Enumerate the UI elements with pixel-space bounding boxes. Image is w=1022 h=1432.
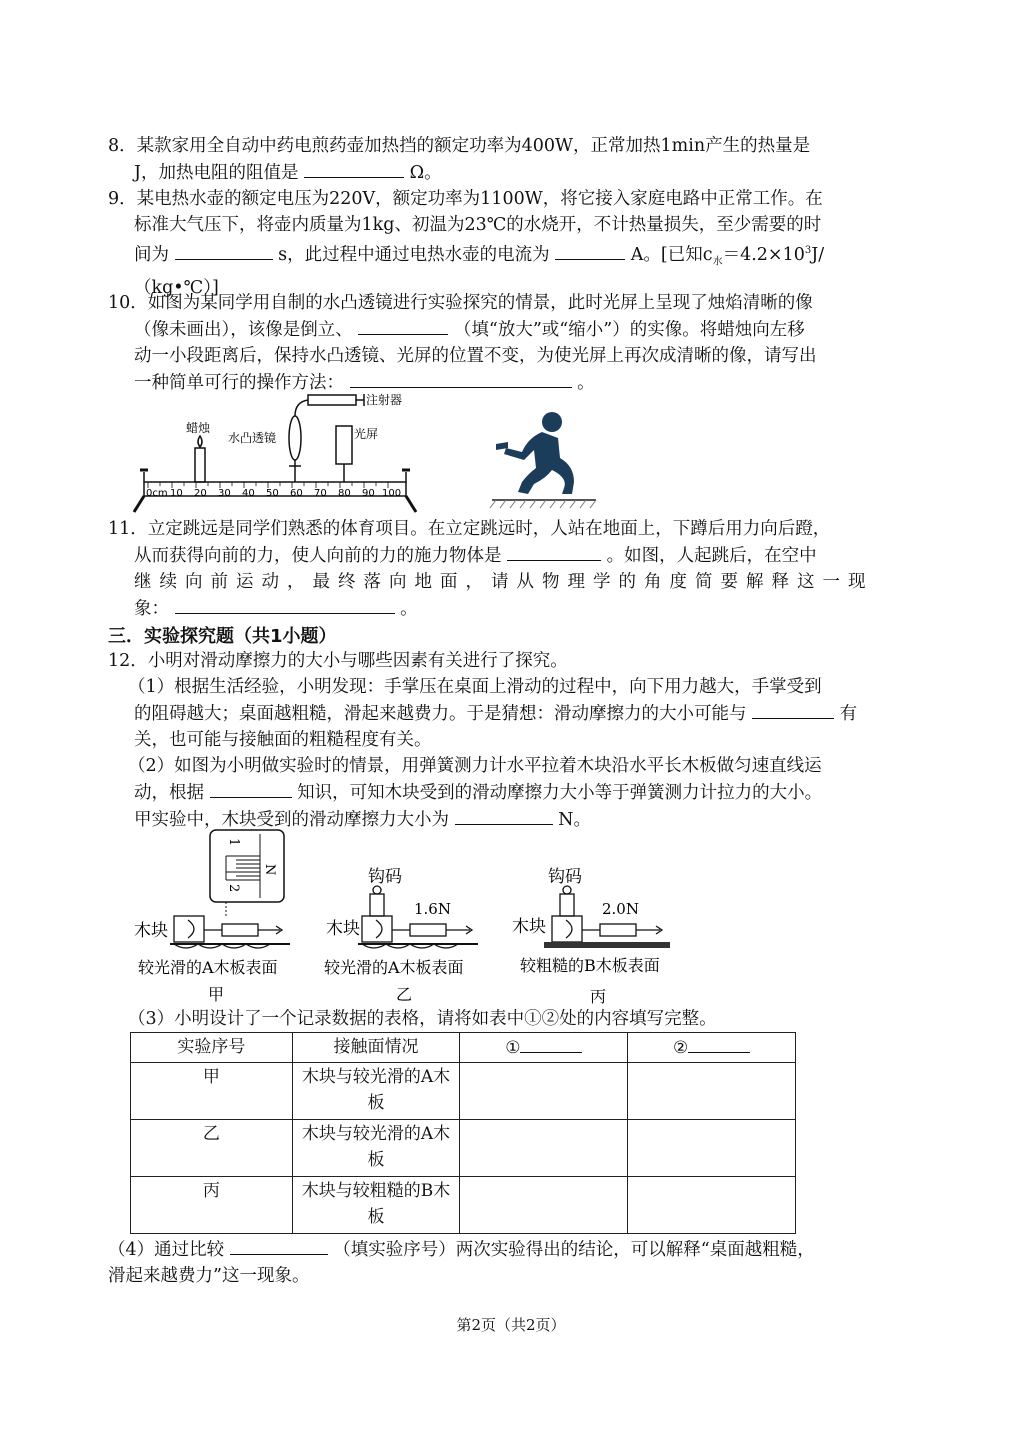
q12-p2-text-b: 知识，可知木块受到的滑动摩擦力大小等于弹簧测力计拉力的大小。 [297,783,823,803]
q12-intro: 12．小明对滑动摩擦力的大小与哪些因素有关进行了探究。 [108,651,568,671]
q11-text-c: 象： [134,599,169,619]
spring-meter-b [410,924,446,936]
q9-sup: 3 [804,245,812,256]
optical-bench-figure [130,390,420,514]
q12-p2-text-d: N。 [558,810,591,830]
q10-line3: 动一小段距离后，保持水凸透镜、光屏的位置不变，为使光屏上再次成清晰的像，请写出 [134,346,817,366]
q8-text-b: Ω。 [409,163,442,183]
figure-label-b: 乙 [396,985,413,1004]
q9-line4: （kg•℃）] [134,278,219,299]
q9-text-d: ＝4.2×10 [722,244,805,265]
tick-label: 50 [266,488,279,499]
meter-unit-label: N [262,864,277,876]
screen-label: 光屏 [354,427,379,441]
tick-label: 100 [382,488,402,499]
table-cell-id: 丙 [131,1177,293,1234]
light-screen [336,426,352,464]
record-table [130,1032,796,1234]
force-label-b: 1.6N [414,900,451,918]
table-header: 接触面情况 [292,1033,460,1063]
q10-text-a: （像未画出），该像是倒立、 [134,320,353,340]
q12-friction-blank[interactable] [455,806,553,825]
weight-c [560,894,574,916]
q9-time-blank[interactable] [175,241,273,260]
tick-label: 90 [362,488,375,499]
q12-p2-text-c: 甲实验中，木块受到的滑动摩擦力大小为 [134,810,449,830]
tick-label: 80 [338,488,351,499]
tick-label: 20 [194,488,207,499]
table-header-row [131,1033,796,1063]
table-cell-empty[interactable] [628,1177,796,1234]
block-label-c: 木块 [512,917,546,937]
q9-sub-water: 水 [712,256,723,268]
table-header-blank-2[interactable]: ② [628,1033,796,1063]
table-cell-empty[interactable] [628,1120,796,1177]
weight-b [370,894,384,916]
q9-text-a: 间为 [134,244,169,265]
table-cell-empty[interactable] [460,1177,628,1234]
q9-text-c: A。[已知c [630,244,713,265]
syringe [308,395,356,405]
jumper-silhouette [496,412,574,494]
force-label-c: 2.0N [602,900,639,918]
block-a [174,916,204,942]
spring-meter-a [222,924,258,936]
weight-label-c: 钩码 [548,867,582,887]
q11-text-b: 。如图，人起跳后，在空中 [606,546,817,566]
tick-label: 60 [290,488,303,499]
question-8 [108,133,914,186]
q11-explain-blank[interactable] [175,595,395,614]
q10-image-size-blank[interactable] [358,316,448,335]
q12-part4 [108,1236,914,1289]
table-cell-id: 甲 [131,1063,293,1120]
standing-jump-figure [488,408,598,510]
q8-resistance-blank[interactable] [304,159,404,178]
q12-p1-text-b: 有 [839,704,858,724]
table-header: 实验序号 [131,1033,293,1063]
question-9 [108,186,914,301]
syringe-label: 注射器 [366,393,403,407]
section-heading: 三．实验探究题（共1小题） [108,626,337,647]
meter-bottom-label: 2 [226,884,241,893]
friction-experiment-figure [130,826,690,1004]
q12-compare-blank[interactable] [230,1236,328,1255]
tick-label: 40 [242,488,255,499]
q8-line1: 8．某款家用全自动中药电煎药壶加热挡的额定功率为400W，正常加热1min产生的热量是 [108,136,811,156]
candle [195,448,205,482]
q12-p2-text-a: 动，根据 [134,783,204,803]
table-cell-empty[interactable] [460,1063,628,1120]
q12-p1-line1: （1）根据生活经验，小明发现：手掌压在桌面上滑动的过程中，向下用力越大，手掌受到 [128,677,822,697]
question-12 [108,648,914,833]
surface-label-c: 较粗糙的B木板表面 [520,956,660,975]
candle-label: 蜡烛 [186,421,211,435]
block-label-a: 木块 [134,921,168,941]
table-row [131,1063,796,1120]
q11-line1: 11．立定跳远是同学们熟悉的体育项目。在立定跳远时，人站在地面上，下蹲后用力向后蹬， [108,519,831,539]
q9-current-blank[interactable] [555,241,625,260]
block-c [552,916,582,942]
q12-p3: （3）小明设计了一个记录数据的表格，请将如表中①②处的内容填写完整。 [128,1009,717,1029]
weight-label-b: 钩码 [368,867,402,887]
q12-p2-line1: （2）如图为小明做实验时的情景，用弹簧测力计水平拉着木块沿水平长木板做匀速直线运 [128,756,822,776]
surface-label-a: 较光滑的A木板表面 [138,958,278,977]
block-label-b: 木块 [326,919,360,939]
q9-line1: 9．某电热水壶的额定电压为220V，额定功率为1100W，将它接入家庭电路中正常工作。在 [108,189,823,209]
block-b [362,916,392,942]
q9-text-b: s，此过程中通过电热水壶的电流为 [278,244,550,265]
question-10 [108,290,914,396]
scale-unit: 0cm [146,488,168,499]
tick-label: 70 [314,488,327,499]
candle-flame [198,436,202,447]
lens-label: 水凸透镜 [228,431,277,445]
page-footer: 第2页（共2页） [456,1316,566,1334]
table-cell-empty[interactable] [460,1120,628,1177]
spring-meter-c [600,924,636,936]
q11-text-d: 。 [400,599,418,619]
q12-factor-blank[interactable] [752,700,834,719]
question-11 [108,516,914,622]
q11-line3: 继续向前运动，最终落向地面，请从物理学的角度简要解释这一现 [134,572,874,592]
q10-text-d: 。 [577,373,595,393]
q8-text-a: J，加热电阻的阻值是 [134,163,299,183]
q12-p1-line3: 关，也可能与接触面的粗糙程度有关。 [134,730,432,750]
q10-text-c: 一种简单可行的操作方法： [134,373,344,393]
q9-text-e: J/ [811,244,825,265]
figure-label-a: 甲 [208,985,225,1004]
q12-p4-line2: 滑起来越费力”这一现象。 [108,1266,310,1286]
table-cell-surface: 木块与较光滑的A木板 [292,1063,460,1120]
q12-p1-text-a: 的阻碍越大；桌面越粗糙，滑起来越费力。于是猜想：滑动摩擦力的大小可能与 [134,704,747,724]
q11-force-source-blank[interactable] [507,542,601,561]
table-row [131,1120,796,1177]
q9-line2: 标准大气压下，将壶内质量为1kg、初温为23℃的水烧开，不计热量损失，至少需要的时 [134,215,822,235]
q10-text-b: （填“放大”或“缩小”）的实像。将蜡烛向左移 [453,320,805,340]
q12-p4-text-b: （填实验序号）两次实验得出的结论，可以解释“桌面越粗糙， [333,1240,815,1260]
table-cell-surface: 木块与较粗糙的B木板 [292,1177,460,1234]
q10-line1: 10．如图为某同学用自制的水凸透镜进行实验探究的情景，此时光屏上呈现了烛焰清晰的像 [108,293,813,313]
figure-label-c: 丙 [590,987,607,1004]
table-cell-surface: 木块与较光滑的A木板 [292,1120,460,1177]
rough-board [544,942,670,948]
surface-label-b: 较光滑的A木板表面 [324,958,464,977]
q12-p4-text-a: （4）通过比较 [108,1240,225,1260]
q11-text-a: 从而获得向前的力，使人向前的力的施力物体是 [134,546,502,566]
tick-label: 30 [218,488,231,499]
meter-top-label: 1 [226,838,241,847]
q12-knowledge-blank[interactable] [210,779,292,798]
table-cell-empty[interactable] [628,1063,796,1120]
water-lens [289,416,301,460]
q10-method-blank[interactable] [350,369,572,388]
tick-label: 10 [170,488,183,499]
table-row [131,1177,796,1234]
table-header-blank-1[interactable]: ① [460,1033,628,1063]
table-cell-id: 乙 [131,1120,293,1177]
